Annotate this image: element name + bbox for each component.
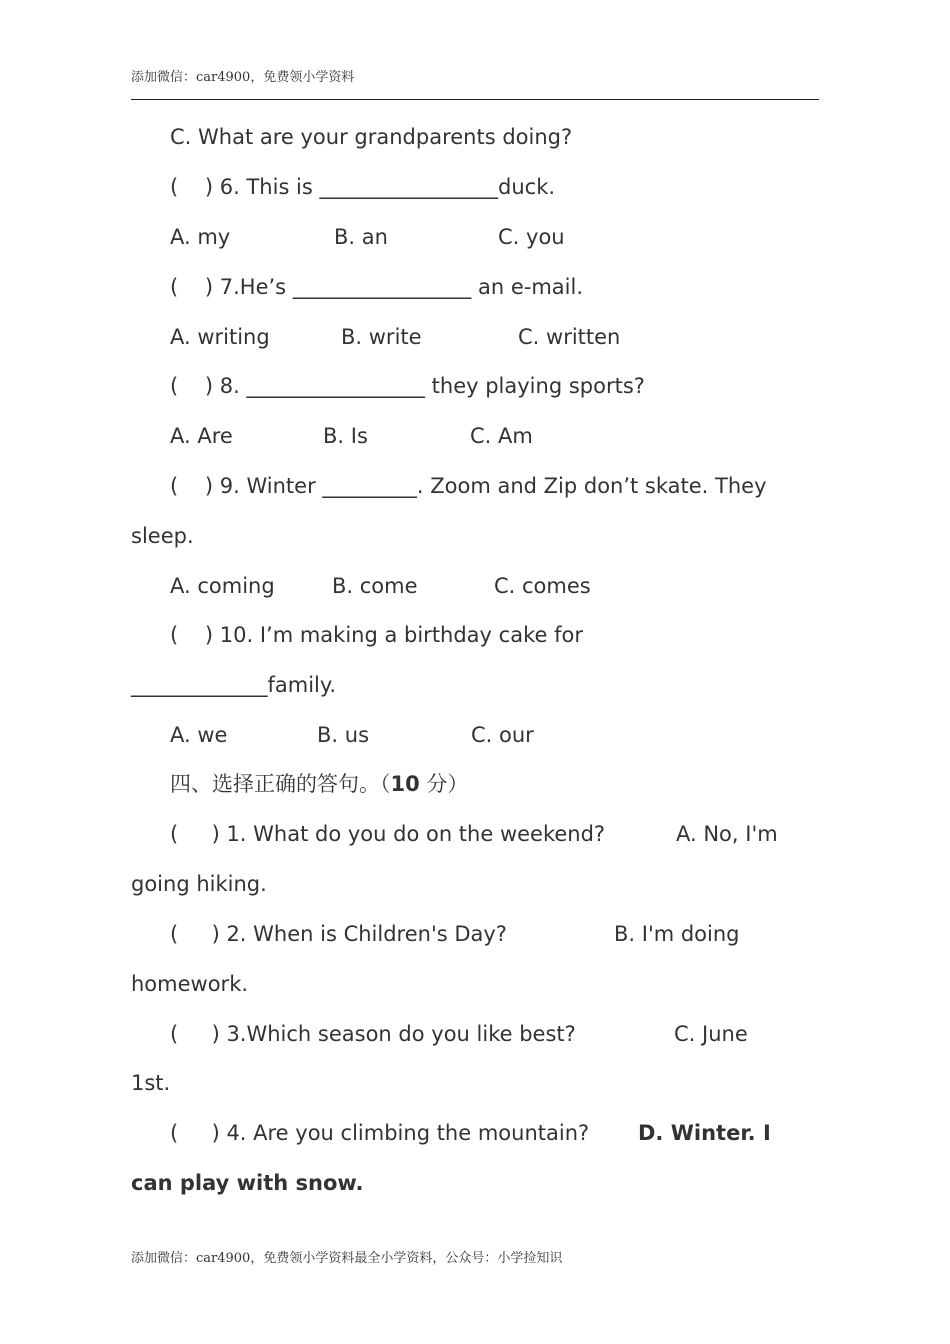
q10-option-a: A. we [170,723,228,747]
q8-stem: ( ) 8. _________________ they playing sports? [170,374,645,398]
section-4-title-tail: 分） [419,772,469,796]
match-answer-c-continued: 1st. [131,1071,171,1095]
q10-option-c: C. our [471,723,534,747]
section-4-title-text: 四、选择正确的答句。（ [170,772,391,796]
q7-option-a: A. writing [170,325,270,349]
q6-option-a: A. my [170,225,231,249]
q8-option-b: B. Is [323,424,368,448]
match-3-question: ( ) 3.Which season do you like best? [170,1022,576,1046]
page-footer: 添加微信：car4900，免费领小学资料最全小学资料，公众号：小学捡知识 [131,1251,563,1266]
match-answer-a: A. No, I'm [676,822,778,846]
q6-option-c: C. you [498,225,565,249]
q7-option-c: C. written [518,325,621,349]
page-header: 添加微信：car4900，免费领小学资料 [131,70,355,85]
section-4-title [170,771,468,797]
match-answer-d: D. Winter. I [638,1121,771,1145]
q6-stem: ( ) 6. This is _________________duck. [170,175,556,199]
q9-option-a: A. coming [170,574,275,598]
q7-stem: ( ) 7.He’s _________________ an e-mail. [170,275,583,299]
match-4-question: ( ) 4. Are you climbing the mountain? [170,1121,590,1145]
match-answer-c: C. June [674,1022,748,1046]
match-2-question: ( ) 2. When is Children's Day? [170,922,507,946]
q9-stem-continued: sleep. [131,524,194,548]
q8-option-a: A. Are [170,424,233,448]
q7-option-b: B. write [341,325,422,349]
q9-option-b: B. come [332,574,418,598]
q10-stem-continued: _____________family. [131,673,336,697]
q10-option-b: B. us [317,723,370,747]
q8-option-c: C. Am [470,424,533,448]
match-answer-d-continued: can play with snow. [131,1171,364,1195]
q6-option-b: B. an [334,225,388,249]
q5-option-c: C. What are your grandparents doing? [170,125,573,149]
match-answer-b: B. I'm doing [614,922,740,946]
match-1-question: ( ) 1. What do you do on the weekend? [170,822,606,846]
match-answer-b-continued: homework. [131,972,249,996]
q10-stem: ( ) 10. I’m making a birthday cake for [170,623,583,647]
q9-option-c: C. comes [494,574,591,598]
section-4-points: 10 [390,772,420,796]
header-divider [131,99,819,100]
q9-stem: ( ) 9. Winter _________. Zoom and Zip don’t skate. They [170,474,767,498]
match-answer-a-continued: going hiking. [131,872,267,896]
